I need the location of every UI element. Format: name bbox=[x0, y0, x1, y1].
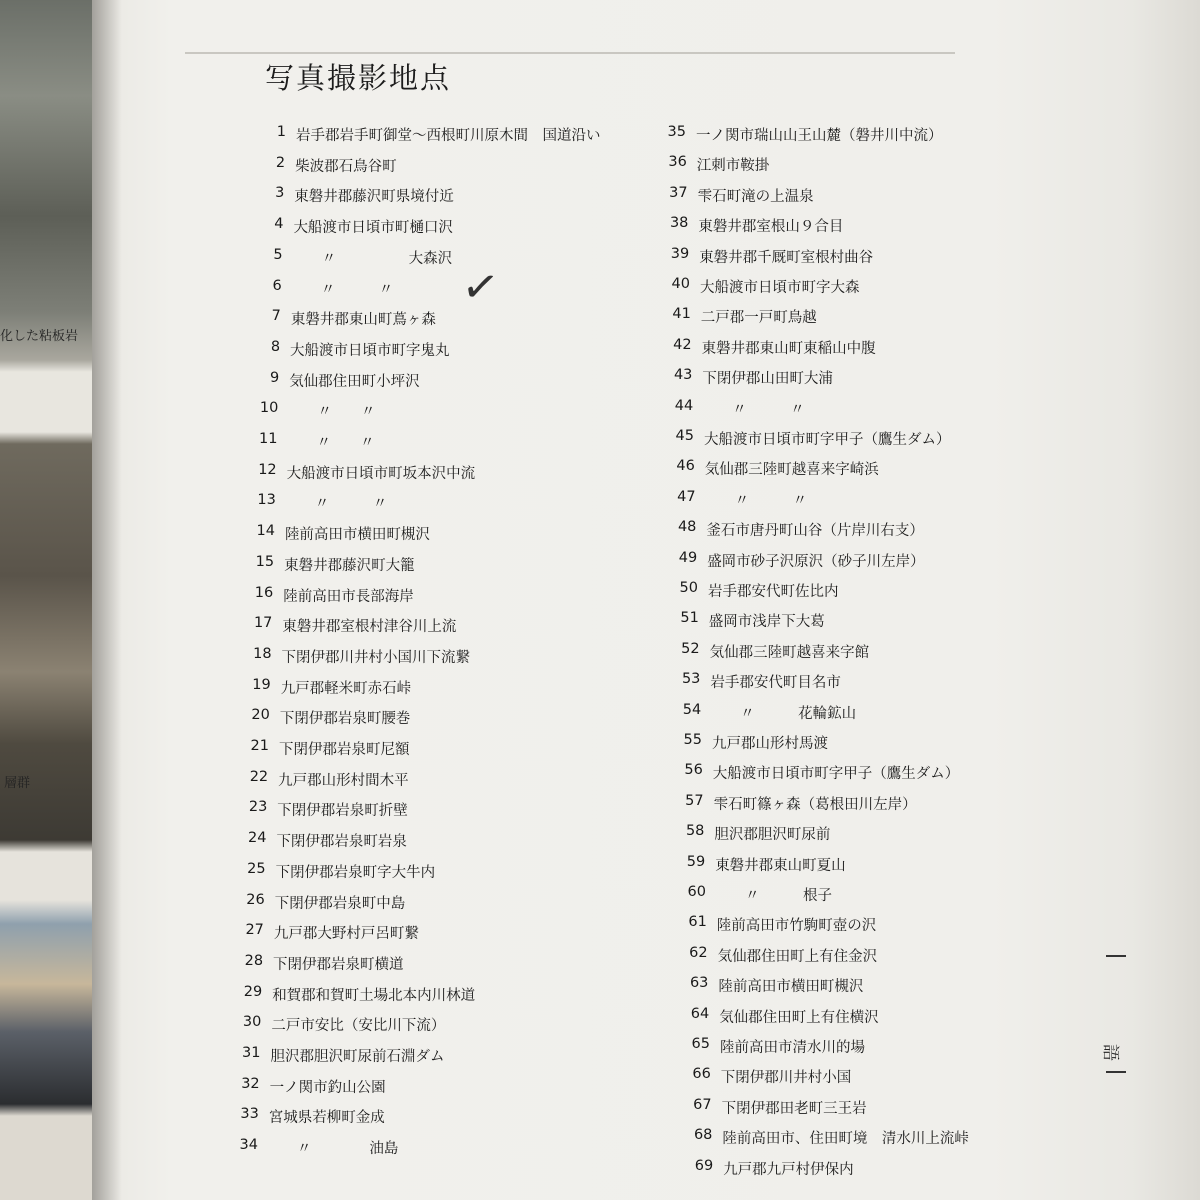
entry-number: 27 bbox=[245, 922, 264, 939]
entry-location: 気仙郡住田町上有住金沢 bbox=[717, 948, 878, 965]
entry-location: 下閉伊郡山田町大浦 bbox=[702, 371, 833, 388]
entry-number: 32 bbox=[241, 1075, 260, 1092]
entry-number: 7 bbox=[271, 308, 281, 325]
entry-number: 60 bbox=[687, 884, 706, 900]
entry-location: 下閉伊郡岩泉町尼額 bbox=[279, 742, 410, 758]
entry-location: 陸前高田市竹駒町壺の沢 bbox=[716, 918, 877, 935]
entry-location: 下閉伊郡岩泉町字大牛内 bbox=[275, 864, 436, 881]
entry-location: 岩手郡安代町目名市 bbox=[710, 675, 841, 692]
entry-location: 下閉伊郡岩泉町腰巻 bbox=[279, 711, 411, 728]
entry-number: 64 bbox=[690, 1005, 710, 1022]
entry-number: 1 bbox=[276, 124, 286, 140]
entry-number: 61 bbox=[688, 914, 707, 931]
entry-number: 69 bbox=[694, 1157, 714, 1174]
entry-number: 29 bbox=[243, 983, 263, 1000]
entry-location: 〃 根子 bbox=[716, 888, 832, 904]
entry-location: 下閉伊郡川井村小国 bbox=[720, 1070, 852, 1087]
entry-location: 九戸郡山形村間木平 bbox=[278, 772, 409, 789]
entry-location: 陸前高田市清水川的場 bbox=[720, 1040, 865, 1056]
entry-number: 46 bbox=[676, 458, 695, 475]
entry-number: 12 bbox=[258, 461, 277, 478]
entry-number: 18 bbox=[253, 645, 272, 662]
entry-location: 東磐井郡室根山９合目 bbox=[698, 219, 844, 236]
entry-location: 雫石町篠ヶ森（葛根田川左岸） bbox=[713, 796, 917, 813]
entry-number: 23 bbox=[248, 799, 268, 816]
entry-number: 16 bbox=[254, 584, 274, 601]
entry-location: 大船渡市日頃市町坂本沢中流 bbox=[286, 465, 476, 482]
entry-number: 13 bbox=[257, 492, 276, 509]
top-rule bbox=[185, 52, 955, 54]
entry-number: 56 bbox=[684, 762, 703, 779]
entry-location: 岩手郡岩手町御堂～西根町川原木間 国道沿い bbox=[296, 128, 601, 144]
entry-number: 24 bbox=[247, 830, 267, 847]
entry-number: 17 bbox=[253, 615, 273, 632]
entry-location: 胆沢郡胆沢町尿前 bbox=[714, 827, 831, 844]
entry-number: 49 bbox=[678, 549, 698, 566]
entry-location: 陸前高田市横田町槻沢 bbox=[284, 527, 430, 544]
entry-number: 28 bbox=[244, 952, 264, 969]
entry-number: 3 bbox=[275, 185, 285, 202]
entry-location: 下閉伊郡岩泉町岩泉 bbox=[276, 834, 407, 851]
entry-location: 九戸郡軽米町赤石峠 bbox=[280, 680, 412, 697]
entry-number: 31 bbox=[242, 1045, 261, 1061]
entry-location: 下閉伊郡岩泉町折壁 bbox=[277, 803, 408, 820]
entry-location: 気仙郡住田町小坪沢 bbox=[289, 373, 420, 390]
entry-number: 51 bbox=[680, 610, 699, 627]
entry-number: 57 bbox=[685, 792, 704, 809]
entry-location: 和賀郡和賀町土場北本内川林道 bbox=[272, 987, 476, 1004]
entry-location: 二戸市安比（安比川下流） bbox=[271, 1018, 446, 1035]
entry-location: 一ノ関市瑞山山王山麓（磐井川中流） bbox=[696, 128, 943, 144]
entry-location: 気仙郡三陸町越喜来字崎浜 bbox=[704, 462, 879, 479]
entry-number: 68 bbox=[693, 1127, 713, 1144]
entry-number: 35 bbox=[667, 124, 686, 140]
entry-number: 2 bbox=[275, 154, 286, 171]
entry-number: 39 bbox=[670, 245, 690, 262]
entry-number: 11 bbox=[259, 431, 278, 447]
entry-location: 〃 〃 bbox=[703, 401, 805, 418]
entry-location: 宮城県若柳町金成 bbox=[268, 1110, 385, 1127]
entry-location: 〃 〃 bbox=[291, 281, 394, 298]
entry-location: 陸前高田市長部海岸 bbox=[283, 588, 414, 605]
entry-location: 下閉伊郡川井村小国川下流繋 bbox=[281, 649, 471, 666]
margin-dash bbox=[1106, 955, 1126, 957]
entry-number: 62 bbox=[689, 944, 708, 961]
entry-location: 東磐井郡藤沢町大籠 bbox=[284, 557, 415, 574]
facing-page-photo-strip bbox=[0, 0, 92, 1200]
entry-number: 55 bbox=[683, 732, 702, 748]
entry-number: 5 bbox=[273, 246, 283, 263]
entry-location: 柴波郡石鳥谷町 bbox=[295, 158, 397, 175]
page-title: 写真撮影地点 bbox=[265, 61, 452, 95]
entry-location: 東磐井郡東山町東稲山中腹 bbox=[701, 340, 876, 357]
entry-location: 岩手郡安代町佐比内 bbox=[708, 584, 839, 600]
entry-location: 〃 〃 bbox=[285, 496, 388, 513]
entry-number: 52 bbox=[681, 640, 700, 657]
entry-number: 47 bbox=[677, 488, 696, 505]
entry-location: 大船渡市日頃市町字甲子（鷹生ダム） bbox=[704, 432, 951, 448]
entry-location: 大船渡市日頃市町字鬼丸 bbox=[290, 342, 450, 359]
entry-location: 東磐井郡室根村津谷川上流 bbox=[282, 619, 457, 636]
entry-location: 胆沢郡胆沢町尿前石淵ダム bbox=[270, 1049, 445, 1065]
margin-side-char: 語 bbox=[1100, 1044, 1120, 1061]
entry-location: 九戸郡大野村戸呂町繋 bbox=[273, 926, 419, 943]
entry-location: 〃 大森沢 bbox=[292, 250, 453, 267]
entry-number: 19 bbox=[252, 676, 271, 693]
entry-location: 下閉伊郡岩泉町中島 bbox=[274, 895, 406, 912]
entry-number: 63 bbox=[689, 975, 709, 992]
entry-number: 42 bbox=[673, 336, 692, 353]
entry-location: 江刺市鞍掛 bbox=[696, 158, 770, 175]
entry-location: 陸前高田市、住田町境 清水川上流峠 bbox=[722, 1131, 969, 1148]
entry-number: 26 bbox=[246, 891, 265, 908]
entry-location: 釜石市唐丹町山谷（片岸川右支） bbox=[706, 523, 924, 540]
entry-location: 下閉伊郡岩泉町横道 bbox=[273, 956, 404, 973]
entry-location: 〃 花輪鉱山 bbox=[711, 705, 857, 722]
entry-number: 54 bbox=[682, 701, 702, 718]
entry-location: 〃 〃 bbox=[705, 492, 808, 509]
entry-location: 陸前高田市横田町槻沢 bbox=[718, 979, 864, 996]
entry-location: 気仙郡三陸町越喜来字館 bbox=[709, 644, 870, 661]
entry-number: 22 bbox=[249, 768, 269, 785]
entry-number: 8 bbox=[270, 338, 281, 355]
entry-number: 4 bbox=[274, 216, 284, 233]
entry-location: 雫石町滝の上温泉 bbox=[697, 188, 814, 205]
pencil-check-mark: ✓ bbox=[458, 259, 503, 316]
entry-number: 21 bbox=[250, 738, 269, 754]
photo-caption-slate: 化した粘板岩 bbox=[0, 329, 79, 344]
entry-number: 59 bbox=[686, 853, 706, 870]
entry-number: 58 bbox=[685, 823, 705, 840]
entry-number: 20 bbox=[251, 707, 270, 724]
entry-number: 48 bbox=[677, 519, 697, 536]
entry-location: 盛岡市砂子沢原沢（砂子川左岸） bbox=[707, 553, 925, 570]
entry-number: 34 bbox=[239, 1137, 258, 1154]
entry-location: 大船渡市日頃市町字大森 bbox=[700, 280, 860, 296]
entry-location: 大船渡市日頃市町字甲子（鷹生ダム） bbox=[712, 766, 960, 783]
photo-caption-strata: 層群 bbox=[4, 776, 31, 791]
entry-location: 〃 油島 bbox=[267, 1141, 399, 1158]
entry-number: 66 bbox=[692, 1066, 711, 1083]
entry-location: 東磐井郡東山町蔦ヶ森 bbox=[290, 312, 436, 329]
entry-location: 〃 〃 bbox=[287, 435, 375, 451]
entry-number: 50 bbox=[679, 580, 698, 596]
entry-location: 東磐井郡藤沢町県境付近 bbox=[294, 189, 454, 206]
entry-number: 44 bbox=[674, 397, 694, 414]
entry-number: 36 bbox=[668, 154, 687, 171]
entry-number: 43 bbox=[673, 367, 693, 384]
entry-number: 67 bbox=[693, 1096, 712, 1113]
entry-number: 30 bbox=[242, 1014, 262, 1031]
entry-number: 38 bbox=[669, 215, 689, 232]
entry-number: 25 bbox=[247, 860, 266, 877]
entry-number: 6 bbox=[272, 277, 282, 294]
entry-location: 東磐井郡東山町夏山 bbox=[715, 857, 846, 874]
entry-number: 45 bbox=[675, 428, 694, 444]
entry-location: 下閉伊郡田老町三王岩 bbox=[721, 1100, 867, 1117]
entry-number: 33 bbox=[240, 1106, 259, 1123]
entry-location: 東磐井郡千厩町室根村曲谷 bbox=[699, 249, 874, 266]
entry-number: 9 bbox=[269, 369, 280, 386]
entry-location: 二戸郡一戸町鳥越 bbox=[700, 310, 817, 327]
entry-number: 40 bbox=[671, 276, 690, 292]
entry-number: 65 bbox=[691, 1036, 710, 1052]
entry-number: 53 bbox=[681, 671, 701, 688]
entry-location: 一ノ関市釣山公園 bbox=[269, 1079, 386, 1096]
gutter-shadow bbox=[92, 0, 122, 1200]
entry-location: 九戸郡山形村馬渡 bbox=[712, 736, 828, 752]
entry-number: 14 bbox=[256, 523, 275, 540]
entry-location: 気仙郡住田町上有住横沢 bbox=[719, 1009, 879, 1026]
entry-number: 37 bbox=[669, 184, 688, 201]
margin-dash bbox=[1106, 1071, 1126, 1073]
entry-location: 大船渡市日頃市町樋口沢 bbox=[293, 220, 453, 237]
entry-number: 41 bbox=[672, 306, 691, 323]
entry-location: 〃 〃 bbox=[288, 404, 376, 421]
entry-location: 九戸郡九戸村伊保内 bbox=[723, 1161, 854, 1178]
entry-number: 15 bbox=[255, 553, 275, 570]
entry-location: 盛岡市浅岸下大葛 bbox=[708, 614, 825, 631]
entry-number: 10 bbox=[259, 400, 279, 417]
